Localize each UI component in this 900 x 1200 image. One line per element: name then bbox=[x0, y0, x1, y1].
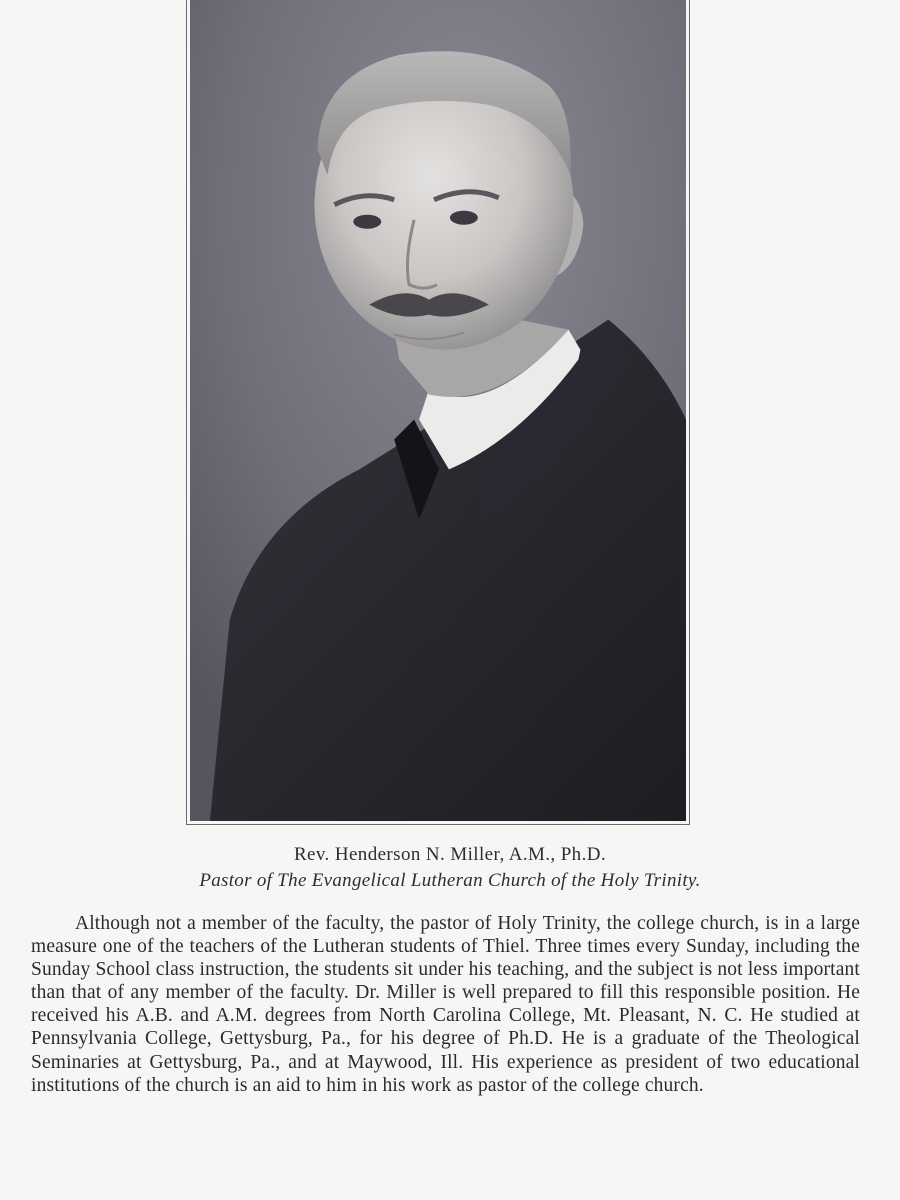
caption-role: Pastor of The Evangelical Lutheran Church of the Holy Trinity. bbox=[199, 870, 701, 891]
portrait-photo bbox=[190, 0, 686, 821]
article-paragraph: Although not a member of the faculty, the pastor of Holy Trinity, the college church, is in a large measure one of the teachers of the Lutheran students of Thiel. Three times every Sunday, including the Sunday School class instruction, the students sit under his teaching, and the subject is not less important than that of any member of the faculty. Dr. Miller is well prepared to fill this responsible position. He received his A.B. and A.M. degrees from North Carolina College, Mt. Pleasant, N. C. He studied at Pennsylvania College, Gettysburg, Pa., for his degree of Ph.D. He is a graduate of the Theological Seminaries at Gettysburg, Pa., and at Maywood, Ill. His experience as president of two educational institutions of the church is an aid to him in his work as pastor of the college church. bbox=[31, 913, 860, 1096]
portrait-frame bbox=[186, 0, 690, 825]
photo-caption bbox=[0, 842, 900, 894]
caption-name: Rev. Henderson N. Miller, A.M., Ph.D. bbox=[293, 844, 607, 865]
